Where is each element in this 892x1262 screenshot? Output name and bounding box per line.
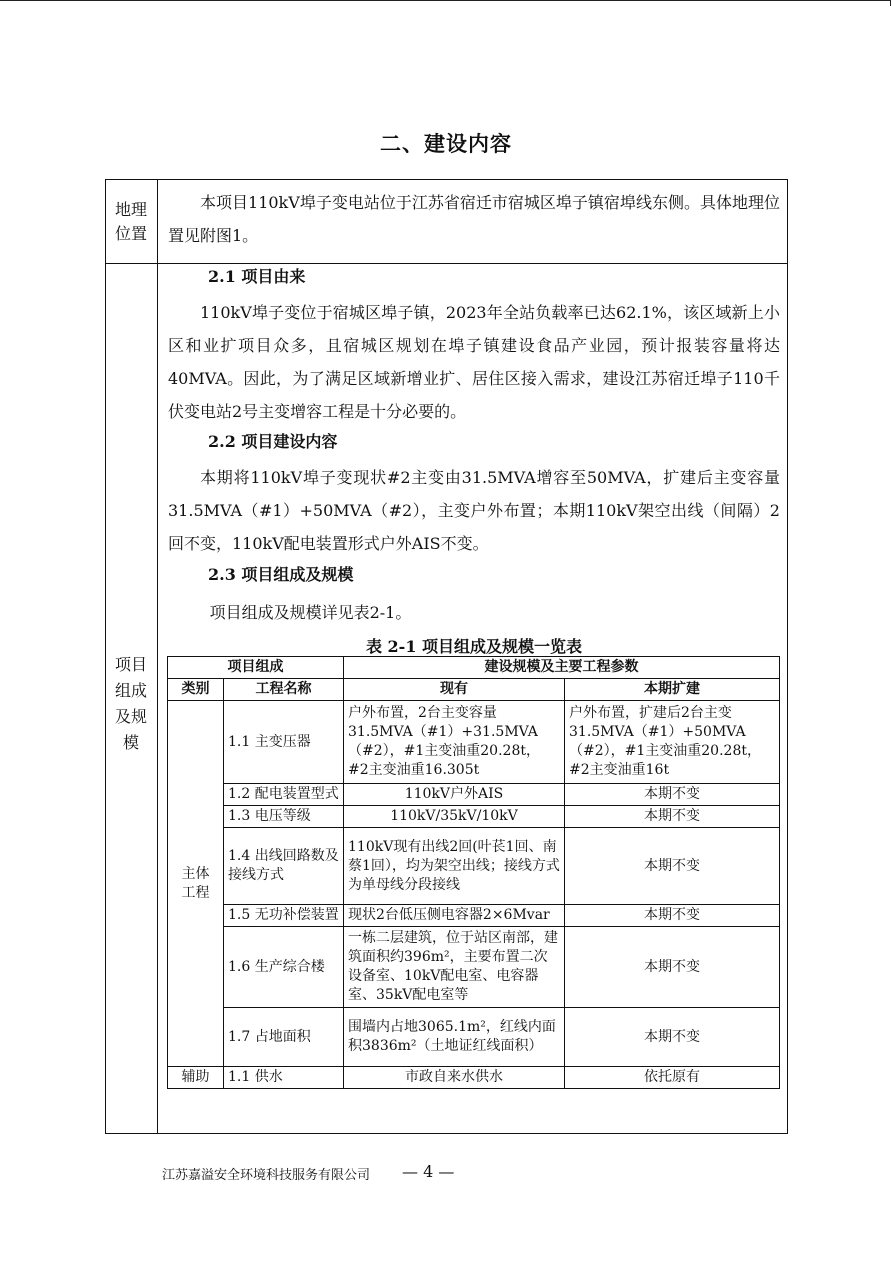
expand-cell: 本期不变 (565, 806, 780, 828)
expand-cell: 本期不变 (565, 828, 780, 905)
category-cell: 主体 工程 (168, 701, 224, 1067)
item-name-cell: 1.1 主变压器 (224, 701, 344, 784)
current-cell: 围墙内占地3065.1m²，红线内面积3836m²（土地证红线面积） (344, 1008, 565, 1067)
table-row (168, 905, 780, 927)
footer-company: 江苏嘉溢安全环境科技服务有限公司 (162, 1168, 371, 1183)
table-row (168, 701, 780, 784)
heading-2-3: 2.3 项目组成及规模 (208, 565, 354, 584)
composition-table (167, 656, 780, 1089)
page-title: 二、建设内容 (380, 131, 512, 156)
composition-label: 项目 组成 及规 模 (114, 655, 147, 752)
category-cell: 辅助 (168, 1067, 224, 1089)
current-cell: 户外布置，2台主变容量31.5MVA（#1）+31.5MVA（#2），#1主变油重20.28t，#2主变油重16.305t (344, 701, 565, 784)
current-cell: 现状2台低压侧电容器2×6Mvar (344, 905, 565, 927)
item-name-cell: 1.1 供水 (224, 1067, 344, 1089)
header-cell: 建设规模及主要工程参数 (344, 657, 780, 679)
page-top-border (0, 0, 890, 1)
expand-cell: 本期不变 (565, 1008, 780, 1067)
item-name-cell: 1.7 占地面积 (224, 1008, 344, 1067)
current-cell: 市政自来水供水 (344, 1067, 565, 1089)
expand-cell: 户外布置，扩建后2台主变31.5MVA（#1）+50MVA（#2），#1主变油重20.28t，#2主变油重16t (565, 701, 780, 784)
item-name-cell: 1.6 生产综合楼 (224, 927, 344, 1008)
table-header-row (168, 679, 780, 701)
current-cell: 一栋二层建筑，位于站区南部，建筑面积约396m²，主要布置二次设备室、10kV配电室、电容器室、35kV配电室等 (344, 927, 565, 1008)
paragraph-2-2: 本期将110kV埠子变现状#2主变由31.5MVA增容至50MVA，扩建后主变容量31.5MVA（#1）+50MVA（#2），主变户外布置；本期110kV架空出线（间隔）2回不变，110kV配电装置形式户外AIS不变。 (168, 468, 780, 553)
expand-cell: 本期不变 (565, 905, 780, 927)
expand-cell: 依托原有 (565, 1067, 780, 1089)
table-header-row (168, 657, 780, 679)
location-text: 本项目110kV埠子变电站位于江苏省宿迁市宿城区埠子镇宿埠线东侧。具体地理位置见附图1。 (168, 193, 780, 245)
current-cell: 110kV户外AIS (344, 784, 565, 806)
frame-row-divider (105, 263, 788, 264)
current-cell: 110kV/35kV/10kV (344, 806, 565, 828)
page-number: — 4 — (402, 1162, 455, 1181)
heading-2-1: 2.1 项目由来 (208, 267, 306, 286)
table-row (168, 1008, 780, 1067)
heading-2-2: 2.2 项目建设内容 (208, 432, 338, 451)
header-cell: 工程名称 (224, 679, 344, 701)
table-caption: 表 2-1 项目组成及规模一览表 (365, 637, 583, 656)
table-row (168, 828, 780, 905)
paragraph-2-3: 项目组成及规模详见表2-1。 (209, 603, 412, 622)
table-row (168, 927, 780, 1008)
page-corner-mark (890, 0, 891, 6)
header-cell: 现有 (344, 679, 565, 701)
header-cell: 本期扩建 (565, 679, 780, 701)
expand-cell: 本期不变 (565, 784, 780, 806)
expand-cell: 本期不变 (565, 927, 780, 1008)
paragraph-2-1: 110kV埠子变位于宿城区埠子镇，2023年全站负载率已达62.1%，该区域新上小区和业扩项目众多，且宿城区规划在埠子镇建设食品产业园，预计报装容量将达40MVA。因此，为了满足区域新增业扩、居住区接入需求，建设江苏宿迁埠子110千伏变电站2号主变增容工程是十分必要的。 (168, 303, 780, 421)
item-name-cell: 1.4 出线回路数及接线方式 (224, 828, 344, 905)
table-row (168, 806, 780, 828)
frame-column-divider (157, 180, 158, 1134)
item-name-cell: 1.3 电压等级 (224, 806, 344, 828)
table-row (168, 1067, 780, 1089)
header-cell: 类别 (168, 679, 224, 701)
item-name-cell: 1.2 配电装置型式 (224, 784, 344, 806)
current-cell: 110kV现有出线2回(叶苌1回、南蔡1回），均为架空出线；接线方式为单母线分段接线 (344, 828, 565, 905)
table-row (168, 784, 780, 806)
item-name-cell: 1.5 无功补偿装置 (224, 905, 344, 927)
location-label: 地理 位置 (114, 200, 147, 243)
header-cell: 项目组成 (168, 657, 344, 679)
